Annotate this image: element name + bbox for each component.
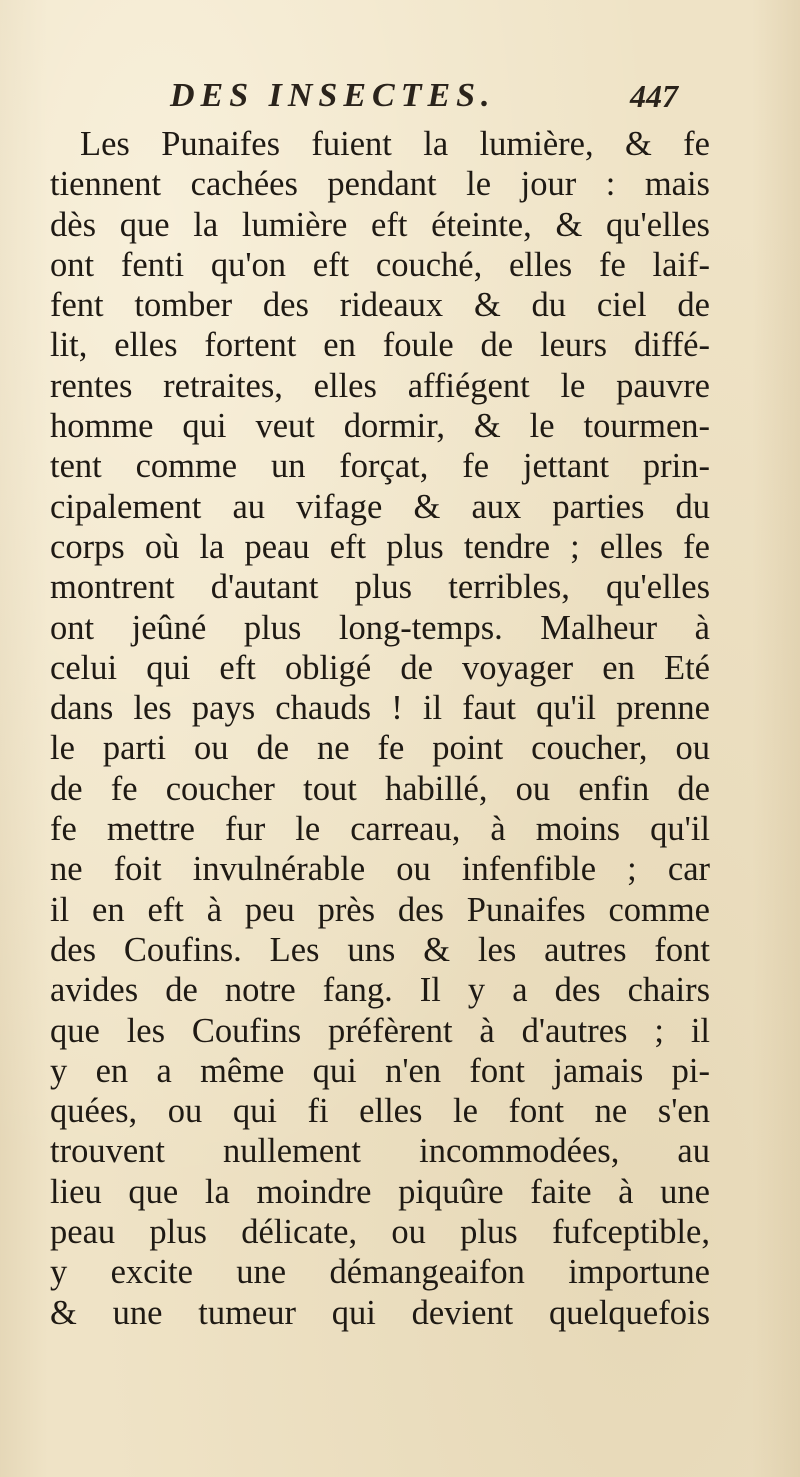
text-line: ont fenti qu'on eft couché, elles fe laif-	[50, 245, 710, 284]
text-line: montrent d'autant plus terribles, qu'elles	[50, 568, 710, 607]
text-line: cipalement au vifage & aux parties du	[50, 487, 710, 526]
running-title: DES INSECTES.	[170, 77, 496, 114]
text-line: avides de notre fang. Il y a des chairs	[50, 971, 710, 1010]
text-line: il en eft à peu près des Punaifes comme	[50, 890, 710, 929]
text-line: ont jeûné plus long-temps. Malheur à	[50, 608, 710, 647]
text-line: quées, ou qui fi elles le font ne s'en	[50, 1092, 710, 1131]
text-line: lit, elles fortent en foule de leurs diffé-	[50, 326, 710, 365]
text-line: Les Punaifes fuient la lumière, & fe	[80, 125, 710, 163]
text-line: rentes retraites, elles affiégent le pauvre	[50, 366, 710, 405]
text-line: dès que la lumière eft éteinte, & qu'elles	[50, 205, 710, 244]
running-head	[0, 74, 800, 118]
text-line: lieu que la moindre piquûre faite à une	[50, 1172, 710, 1211]
page-number: 447	[630, 78, 678, 114]
text-line: de fe coucher tout habillé, ou enfin de	[50, 769, 710, 808]
text-line: le parti ou de ne fe point coucher, ou	[50, 729, 710, 768]
text-line: y en a même qui n'en font jamais pi-	[50, 1051, 710, 1090]
text-line: celui qui eft obligé de voyager en Eté	[50, 648, 710, 687]
text-line: corps où la peau eft plus tendre ; elles fe	[50, 527, 710, 566]
text-line: tent comme un forçat, fe jettant prin-	[50, 447, 710, 486]
text-line: ne foit invulnérable ou infenfible ; car	[50, 850, 710, 889]
text-line: dans les pays chauds ! il faut qu'il prenne	[50, 689, 710, 728]
text-line: que les Coufins préfèrent à d'autres ; il	[50, 1011, 710, 1050]
body-text	[50, 124, 710, 1333]
text-line: peau plus délicate, ou plus fufceptible,	[50, 1213, 710, 1252]
text-line: trouvent nullement incommodées, au	[50, 1132, 710, 1171]
text-line: homme qui veut dormir, & le tourmen-	[50, 407, 710, 446]
text-line: fe mettre fur le carreau, à moins qu'il	[50, 810, 710, 849]
text-line: & une tumeur qui devient quelquefois	[50, 1293, 710, 1332]
text-line: des Coufins. Les uns & les autres font	[50, 930, 710, 969]
text-line: tiennent cachées pendant le jour : mais	[50, 165, 710, 204]
text-line: fent tomber des rideaux & du ciel de	[50, 286, 710, 325]
text-line: y excite une démangeaifon importune	[50, 1253, 710, 1292]
